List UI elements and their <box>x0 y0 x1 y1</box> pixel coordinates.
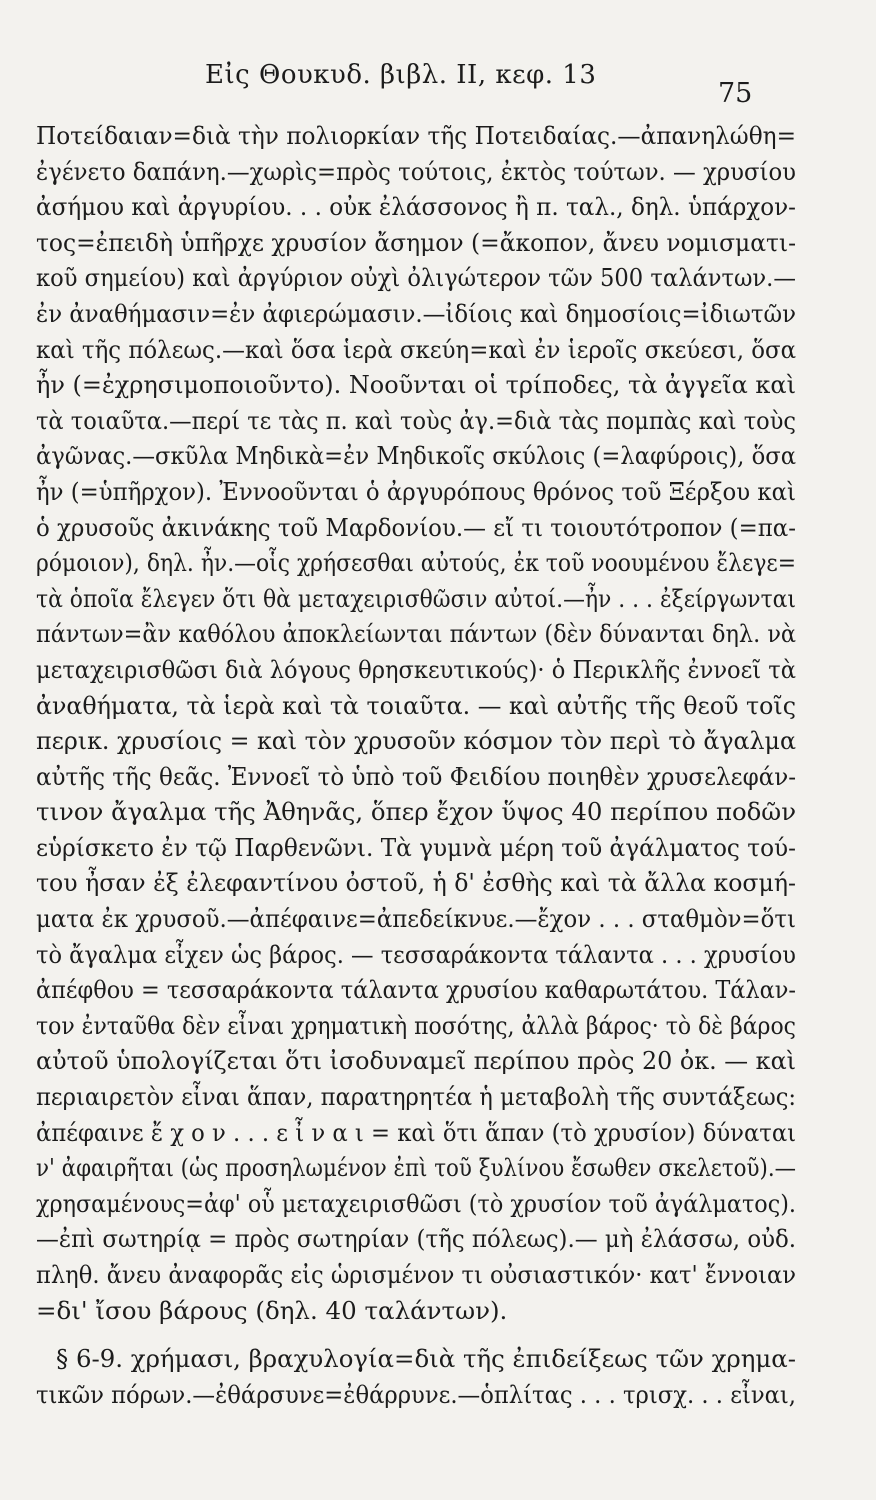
text-line: ἦν (=ὑπῆρχον). Ἐννοοῦνται ὁ ἀργυρόπους θρόνος τοῦ Ξέρξου καὶ <box>36 476 796 506</box>
text-line: καὶ τῆς πόλεως.—καὶ ὅσα ἱερὰ σκεύη=καὶ ἐν ἱεροῖς σκεύεσι, ὅσα <box>36 334 797 364</box>
text-line: αὐτῆς τῆς θεᾶς. Ἐννοεῖ τὸ ὑπὸ τοῦ Φειδίου ποιηθὲν χρυσελεφάν- <box>36 761 797 791</box>
text-line: πάντων=ἂν καθόλου ἀποκλείωνται πάντων (δὲν δύνανται δηλ. νὰ <box>36 619 797 649</box>
text-line: Ποτείδαιαν=διὰ τὴν πολιορκίαν τῆς Ποτειδαίας.—ἀπανηλώθη= <box>36 121 796 150</box>
text-line: πληθ. ἄνευ ἀναφορᾶς εἰς ὡρισμένον τι οὐσιαστικόν· κατ' ἔννοιαν <box>36 1260 796 1289</box>
text-line: αὐτοῦ ὑπολογίζεται ὅτι ἰσοδυναμεῖ περίπου πρὸς 20 ὀκ. — καὶ <box>36 1046 797 1076</box>
text-line: τὰ ὁποῖα ἔλεγεν ὅτι θὰ μεταχειρισθῶσιν αὐτοί.—ἦν . . . ἐξείργωνται <box>36 583 797 613</box>
text-line: § 6-9. χρήμασι, βραχυλογία=διὰ τῆς ἐπιδείξεως τῶν χρημα- <box>56 1344 796 1374</box>
text-line: μεταχειρισθῶσι διὰ λόγους θρησκευτικούς)· ὁ Περικλῆς ἐννοεῖ τὰ <box>36 654 796 684</box>
text-line: ἀπέφαινε ἔ χ ο ν . . . ε ἶ ν α ι = καὶ ὅτι ἅπαν (τὸ χρυσίον) δύναται <box>36 1117 797 1147</box>
text-line: —ἐπὶ σωτηρίᾳ = πρὸς σωτηρίαν (τῆς πόλεως).— μὴ ἐλάσσω, οὐδ. <box>36 1224 797 1254</box>
text-line: ἀγῶνας.—σκῦλα Μηδικὰ=ἐν Μηδικοῖς σκύλοις (=λαφύροις), ὅσα <box>36 441 797 471</box>
text-line: του ἦσαν ἐξ ἐλεφαντίνου ὀστοῦ, ἡ δ' ἐσθὴς καὶ τὰ ἄλλα κοσμή- <box>36 868 796 898</box>
text-line: =δι' ἴσου βάρους (δηλ. 40 ταλάντων). <box>36 1295 508 1325</box>
text-line: τὸ ἄγαλμα εἶχεν ὡς βάρος. — τεσσαράκοντα τάλαντα . . . χρυσίου <box>36 939 796 969</box>
text-line: τος=ἐπειδὴ ὑπῆρχε χρυσίον ἄσημον (=ἄκοπον, ἄνευ νομισματι- <box>36 227 797 257</box>
text-line: ρόμοιον), δηλ. ἦν.—οἷς χρήσεσθαι αὐτούς, ἐκ τοῦ νοουμένου ἔλεγε= <box>36 548 797 578</box>
text-line: κοῦ σημείου) καὶ ἀργύριον οὐχὶ ὀλιγώτερον τῶν 500 ταλάντων.— <box>36 263 796 293</box>
text-line: ματα ἐκ χρυσοῦ.—ἀπέφαινε=ἀπεδείκνυε.—ἔχον . . . σταθμὸν=ὅτι <box>36 904 796 934</box>
text-line: ἀσήμου καὶ ἀργυρίου. . . οὐκ ἐλάσσονος ἢ π. ταλ., δηλ. ὑπάρχον- <box>36 192 796 222</box>
text-line: ἀπέφθου = τεσσαράκοντα τάλαντα χρυσίου καθαρωτάτου. Τάλαν- <box>36 975 797 1005</box>
text-line: ν' ἀφαιρῆται (ὡς προσηλωμένον ἐπὶ τοῦ ξυλίνου ἔσωθεν σκελετοῦ).— <box>36 1153 796 1183</box>
text-line: ἐν ἀναθήμασιν=ἐν ἀφιερώμασιν.—ἰδίοις καὶ δημοσίοις=ἰδιωτῶν <box>36 298 796 328</box>
text-line: τινον ἄγαλμα τῆς Ἀθηνᾶς, ὅπερ ἔχον ὕψος 40 περίπου ποδῶν <box>36 797 797 827</box>
page-number: 75 <box>718 78 753 109</box>
text-line: τὰ τοιαῦτα.—περί τε τὰς π. καὶ τοὺς ἀγ.=διὰ τὰς πομπὰς καὶ τοὺς <box>36 405 796 435</box>
text-line: περικ. χρυσίοις = καὶ τὸν χρυσοῦν κόσμον τὸν περὶ τὸ ἄγαλμα <box>36 726 796 756</box>
commentary-text <box>36 118 796 1412</box>
text-line: τικῶν πόρων.—ἐθάρσυνε=ἐθάρρυνε.—ὁπλίτας . . . τρισχ. . . εἶναι, <box>36 1379 797 1409</box>
text-line: εὑρίσκετο ἐν τῷ Παρθενῶνι. Τὰ γυμνὰ μέρη τοῦ ἀγάλματος τού- <box>36 832 796 862</box>
text-line: ὁ χρυσοῦς ἀκινάκης τοῦ Μαρδονίου.— εἴ τι τοιουτότροπον (=πα- <box>36 512 796 542</box>
running-title: Εἰς Θουκυδ. βιβλ. II, κεφ. 13 <box>205 60 597 90</box>
text-line: ἀναθήματα, τὰ ἱερὰ καὶ τὰ τοιαῦτα. — καὶ αὐτῆς τῆς θεοῦ τοῖς <box>36 690 796 720</box>
text-line: ἦν (=ἐχρησιμοποιοῦντο). Νοοῦνται οἱ τρίποδες, τὰ ἀγγεῖα καὶ <box>36 370 796 400</box>
text-line: περιαιρετὸν εἶναι ἅπαν, παρατηρητέα ἡ μεταβολὴ τῆς συντάξεως: <box>36 1082 797 1112</box>
text-line: χρησαμένους=ἀφ' οὗ μεταχειρισθῶσι (τὸ χρυσίον τοῦ ἀγάλματος). <box>36 1188 796 1218</box>
text-line: ἐγένετο δαπάνη.—χωρὶς=πρὸς τούτοις, ἐκτὸς τούτων. — χρυσίου <box>36 156 797 186</box>
text-line: τον ἐνταῦθα δὲν εἶναι χρηματικὴ ποσότης, ἀλλὰ βάρος· τὸ δὲ βάρος <box>36 1010 796 1040</box>
